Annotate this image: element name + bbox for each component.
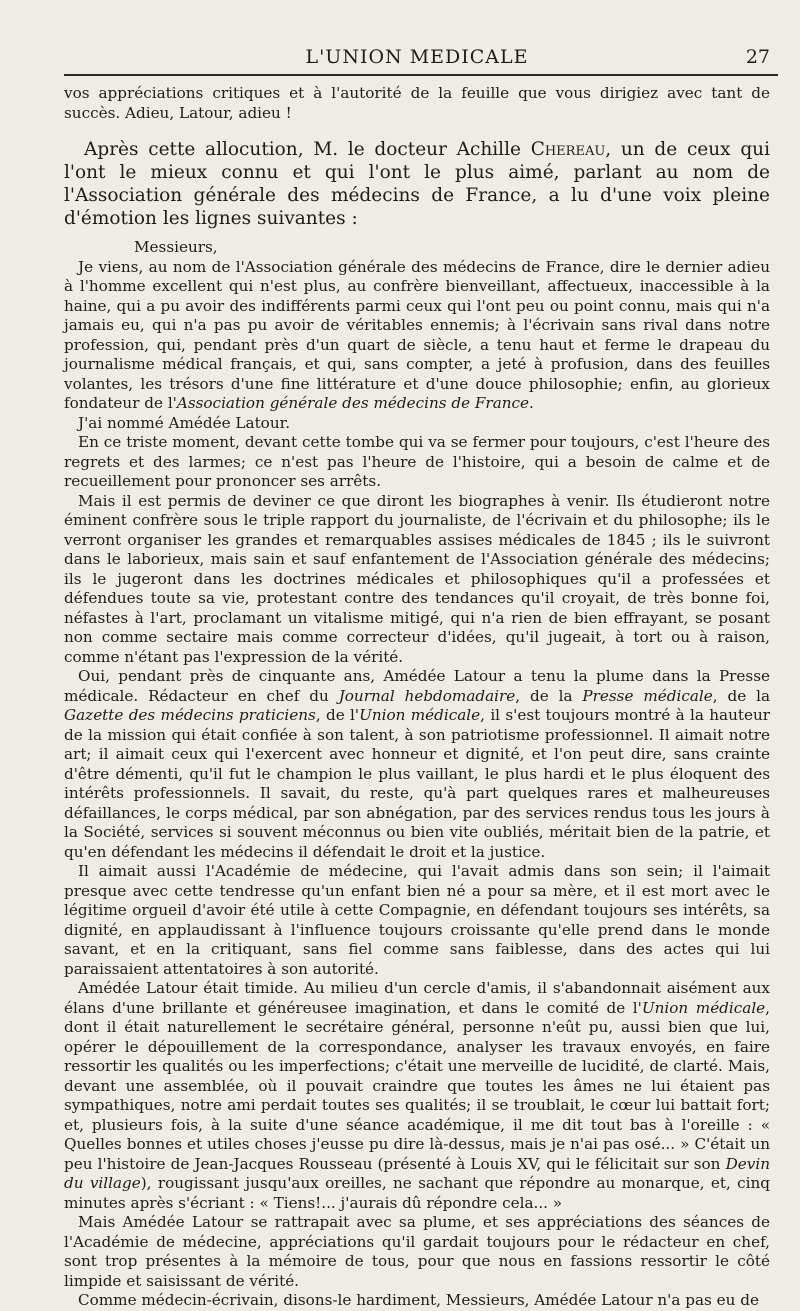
italic-title: Devin du village [64,1154,770,1192]
paragraph-sad-moment [64,433,770,492]
salutation-text: Messieurs, [134,238,218,256]
paragraph-writer [64,1291,770,1311]
paragraph-fifty-years [64,667,770,862]
paragraph-text: Je viens, au nom de l'Association générale des médecins de France, dire le dernier adieu à l'homme excellent qui n'est plus, au confrère bienveillant, affectueux, inaccessible à la haine, qui a pu avoir des indifférents parmi ceux qui l'ont peu ou point connu, mais qui n'a jamais eu, qui n'a pas pu avoir de véritables ennemis; à l'écrivain sans rival dans notre profession, qui, pendant près d'un quart de siècle, a tenu haut et ferme le drapeau du journalisme médical français, et qui, sans compter, a jeté à profusion, dans des feuilles volantes, les trésors d'une fine littérature et d'une douce philosophie; enfin, au glorieux fondateur de l' [64,257,770,412]
paragraph-text: Amédée Latour était timide. Au milieu d'un cercle d'amis, il s'abandonnait aisément aux élans d'une brillante et généreusee imagination, et dans le comité de l' [64,979,770,1017]
italic-title: Union médicale [641,998,766,1017]
paragraph-biographers [64,492,770,668]
paragraph-introduction [64,138,770,230]
paragraph-text: , il s'est toujours montré à la hauteur de la mission qui était confiée à son talent, à son patriotisme professionnel. Il aimait notre art; il aimait ceux qui l'exercent avec honneur et dignité, et l'on peut dire, sans crainte d'être démenti, qu'il fut le champion le plus vaillant, le plus hardi et le plus éloquent des intérêts professionnels. Il savait, du reste, qu'à part quelques rares et malheureuses défaillances, le corps médical, par son abnégation, par des services rendus tous les jours à la Société, services si souvent méconnus ou bien vite oubliés, méritait bien de la patrie, et qu'en défendant les médecins il défendait le droit et la justice. [64,706,770,861]
article-body [64,84,770,1311]
paragraph-text: , de l' [315,706,360,724]
paragraph-text: vos appréciations critiques et à l'autorité de la feuille que vous dirigiez avec tant de succès. Adieu, Latour, adieu ! [64,84,770,122]
paragraph-academy [64,862,770,979]
paragraph-named [64,414,770,434]
header-rule [64,74,778,76]
paragraph-text: J'ai nommé Amédée Latour. [78,413,291,432]
paragraph-text: . [529,394,534,412]
paragraph-text: Mais Amédée Latour se rattrapait avec sa plume, et ses appréciations des séances de l'Académie de médecine, appréciations qu'il gardait toujours pour le rédacteur en chef, sont trop présentes à la mémoire de tous, pour que nous en fassions ressortir le côté limpide et saisissant de vérité. [64,1213,770,1290]
running-title: L'UNION MEDICALE [305,46,529,68]
paragraph-text: En ce triste moment, devant cette tombe qui va se fermer pour toujours, c'est l'heure des regrets et des larmes; ce n'est pas l'heure de l'histoire, qui a besoin de calme et de recueillement pour prononcer ses arrêts. [64,433,770,490]
page-number: 27 [745,46,770,68]
paragraph-text: ), rougissant jusqu'aux oreilles, ne sachant que répondre au monarque, et, cinq minutes après s'écriant : « Tiens!... j'aurais dû répondre cela... » [64,1174,771,1212]
paragraph-text: Après cette allocution, M. le docteur Achille [84,139,531,160]
paragraph-text: , de la [712,686,770,705]
paragraph-text: Mais il est permis de deviner ce que diront les biographes à venir. Ils étudieront notre éminent confrère sous le triple rapport du journaliste, de l'écrivain et du philosophe; ils le verront organiser les grandes et remarquables assises médicales de 1845 ; ils le suivront dans le laborieux, mais sain et sauf enfantement de l'Association générale des médecins; ils le jugeront dans les doctrines médicales et philosophiques qu'il a professées et défendues toute sa vie, protestant contre des tendances qu'il croyait, de très bonne foi, néfastes à l'art, proclamant un vitalisme mitigé, qui n'a rien de bien effrayant, se posant non comme sectaire mais comme correcteur d'idées, qu'il jugeait, à tort ou à raison, comme n'étant pas l'expression de la vérité. [64,491,770,666]
paragraph-text: Oui, pendant près de cinquante ans, Amédée Latour a tenu la plume dans la Presse médicale. Rédacteur en chef du [64,667,770,705]
paragraph-text: Il aimait aussi l'Académie de médecine, qui l'avait admis dans son sein; il l'aimait presque avec cette tendresse qu'un enfant bien né a pour sa mère, et il est mort avec le légitime orgueil d'avoir été utile à cette Compagnie, en défendant toujours ses intérêts, sa dignité, en applaudissant à l'influence toujours croissante qu'elle prend dans le monde savant, et en la critiquant, sans fiel comme sans faiblesse, dans des actes qui lui paraissaient attentatoires à son autorité. [64,862,770,978]
italic-title: Presse médicale [582,686,713,705]
paragraph-text: , de la [515,686,583,705]
italic-title: Association générale des médecins de France [176,394,530,412]
paragraph-closing-farewell [64,84,770,123]
paragraph-text: , un de ceux qui l'ont le mieux connu et qui l'ont le plus aimé, parlant au nom de l'Association générale des médecins de France, a lu d'une voix pleine d'émotion les lignes suivantes : [64,139,770,229]
running-head [64,46,770,76]
paragraph-timid [64,979,770,1213]
paragraph-pen [64,1213,770,1291]
paragraph-speech-opening [64,258,770,414]
speaker-name: Chereau [530,139,606,160]
italic-title: Union médicale [359,706,481,724]
italic-title: Journal hebdomadaire [338,686,516,705]
salutation [64,238,770,258]
paragraph-text: , dont il était naturellement le secrétaire général, personne n'eût pu, aussi bien que lui, opérer le dépouillement de la correspondance, analyser les travaux envoyés, en faire ressortir les qualités ou les imperfections; c'était une merveille de lucidité, de clarté. Mais, devant une assemblée, où il pouvait craindre que toutes les âmes ne lui étaient pas sympathiques, notre ami perdait toutes ses qualités; il se troublait, le cœur lui battait fort; et, plusieurs fois, à la suite d'une séance académique, il me dit tout bas à l'oreille : « Quelles bonnes et utiles choses j'eusse pu dire là-dessus, mais je n'ai pas osé... » C'était un peu l'histoire de Jean-Jacques Rousseau (présenté à Louis XV, qui le félicitait sur son [64,998,770,1173]
italic-title: Gazette des médecins praticiens [64,706,316,724]
paragraph-text: Comme médecin-écrivain, disons-le hardiment, Messieurs, Amédée Latour n'a pas eu de [78,1291,759,1309]
